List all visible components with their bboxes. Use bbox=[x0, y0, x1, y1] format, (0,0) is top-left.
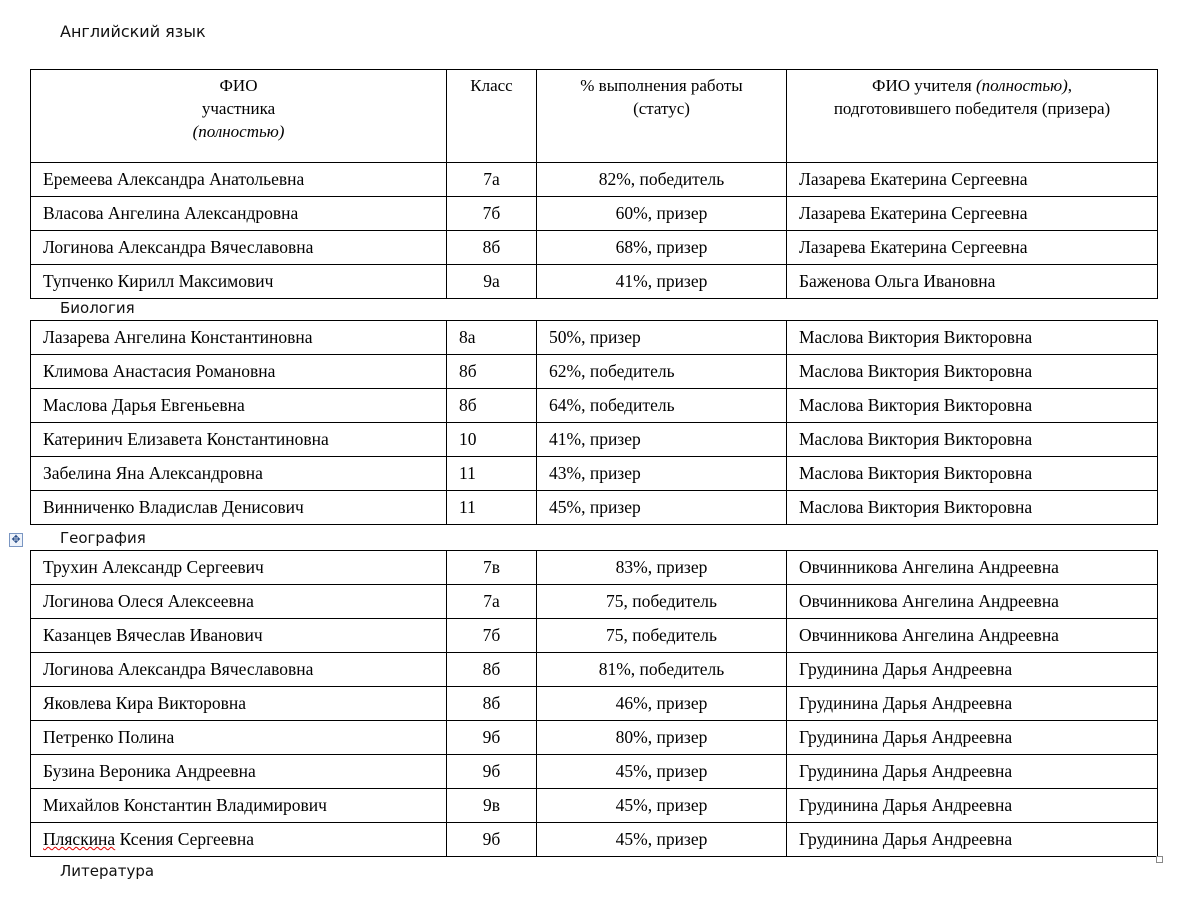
geography-results-table bbox=[30, 550, 1158, 857]
section-title-english: Английский язык bbox=[60, 22, 206, 41]
table-row bbox=[31, 321, 1158, 355]
cell-teacher: Грудинина Дарья Андреевна bbox=[787, 823, 1158, 857]
header-name-line2: участника bbox=[201, 99, 276, 118]
table-header-row bbox=[31, 70, 1158, 163]
cell-result: 83%, призер bbox=[537, 551, 787, 585]
table-row bbox=[31, 355, 1158, 389]
cell-class: 11 bbox=[447, 457, 537, 491]
header-class bbox=[447, 70, 537, 163]
cell-name: Трухин Александр Сергеевич bbox=[31, 551, 447, 585]
table-row bbox=[31, 423, 1158, 457]
table-row bbox=[31, 231, 1158, 265]
english-results-table bbox=[30, 69, 1158, 299]
cell-class: 7б bbox=[447, 197, 537, 231]
cell-name: Забелина Яна Александровна bbox=[31, 457, 447, 491]
cell-teacher: Лазарева Екатерина Сергеевна bbox=[787, 197, 1158, 231]
cell-name: Логинова Олеся Алексеевна bbox=[31, 585, 447, 619]
cell-name-rest: Ксения Сергеевна bbox=[115, 829, 254, 849]
table-row bbox=[31, 653, 1158, 687]
cell-result: 75, победитель bbox=[537, 585, 787, 619]
cell-class: 11 bbox=[447, 491, 537, 525]
cell-teacher: Грудинина Дарья Андреевна bbox=[787, 721, 1158, 755]
cell-result: 81%, победитель bbox=[537, 653, 787, 687]
cell-name: Тупченко Кирилл Максимович bbox=[31, 265, 447, 299]
cell-result: 41%, призер bbox=[537, 265, 787, 299]
cell-class: 9б bbox=[447, 823, 537, 857]
section-title-biology: Биология bbox=[60, 299, 135, 317]
cell-class: 7в bbox=[447, 551, 537, 585]
table-row bbox=[31, 789, 1158, 823]
cell-name: Климова Анастасия Романовна bbox=[31, 355, 447, 389]
cell-class: 9а bbox=[447, 265, 537, 299]
cell-name: Михайлов Константин Владимирович bbox=[31, 789, 447, 823]
cell-class: 8б bbox=[447, 653, 537, 687]
cell-class: 8б bbox=[447, 355, 537, 389]
biology-results-table bbox=[30, 320, 1158, 525]
cell-result: 62%, победитель bbox=[537, 355, 787, 389]
cell-teacher: Грудинина Дарья Андреевна bbox=[787, 687, 1158, 721]
cell-teacher: Овчинникова Ангелина Андреевна bbox=[787, 619, 1158, 653]
cell-result: 68%, призер bbox=[537, 231, 787, 265]
cell-teacher: Маслова Виктория Викторовна bbox=[787, 355, 1158, 389]
cell-class: 8б bbox=[447, 687, 537, 721]
table-row bbox=[31, 687, 1158, 721]
section-title-geography: География bbox=[60, 529, 146, 547]
cell-name bbox=[31, 823, 447, 857]
cell-teacher: Овчинникова Ангелина Андреевна bbox=[787, 551, 1158, 585]
header-teacher-italic: (полностью) bbox=[975, 76, 1068, 95]
cell-teacher: Овчинникова Ангелина Андреевна bbox=[787, 585, 1158, 619]
cell-result: 46%, призер bbox=[537, 687, 787, 721]
cell-name-misspelled: Пляскина bbox=[43, 829, 116, 849]
header-class-label: Класс bbox=[470, 76, 513, 95]
cell-teacher: Грудинина Дарья Андреевна bbox=[787, 755, 1158, 789]
cell-name: Катеринич Елизавета Константиновна bbox=[31, 423, 447, 457]
cell-result: 64%, победитель bbox=[537, 389, 787, 423]
table-row bbox=[31, 457, 1158, 491]
table-row bbox=[31, 721, 1158, 755]
cell-result: 43%, призер bbox=[537, 457, 787, 491]
table-row bbox=[31, 823, 1158, 857]
table-row bbox=[31, 389, 1158, 423]
cell-teacher: Маслова Виктория Викторовна bbox=[787, 389, 1158, 423]
header-percent bbox=[537, 70, 787, 163]
cell-result: 80%, призер bbox=[537, 721, 787, 755]
table-row bbox=[31, 619, 1158, 653]
cell-teacher: Маслова Виктория Викторовна bbox=[787, 321, 1158, 355]
cell-class: 9в bbox=[447, 789, 537, 823]
table-row bbox=[31, 585, 1158, 619]
cell-class: 9б bbox=[447, 721, 537, 755]
cell-teacher: Лазарева Екатерина Сергеевна bbox=[787, 231, 1158, 265]
cell-teacher: Грудинина Дарья Андреевна bbox=[787, 789, 1158, 823]
cell-class: 10 bbox=[447, 423, 537, 457]
table-row bbox=[31, 755, 1158, 789]
cell-name: Лазарева Ангелина Константиновна bbox=[31, 321, 447, 355]
table-move-handle-icon[interactable]: ✥ bbox=[9, 533, 23, 547]
cell-class: 9б bbox=[447, 755, 537, 789]
header-percent-line1: % выполнения работы bbox=[580, 76, 743, 95]
header-name-line1: ФИО bbox=[219, 76, 258, 95]
cell-name: Власова Ангелина Александровна bbox=[31, 197, 447, 231]
header-teacher-line1 bbox=[799, 74, 1145, 97]
cell-teacher: Маслова Виктория Викторовна bbox=[787, 423, 1158, 457]
cell-name: Еремеева Александра Анатольевна bbox=[31, 163, 447, 197]
cell-name: Казанцев Вячеслав Иванович bbox=[31, 619, 447, 653]
header-teacher-comma: , bbox=[1067, 76, 1072, 95]
cell-name: Логинова Александра Вячеславовна bbox=[31, 653, 447, 687]
cell-class: 8б bbox=[447, 231, 537, 265]
header-teacher-line2: подготовившего победителя (призера) bbox=[833, 99, 1111, 118]
cell-teacher: Маслова Виктория Викторовна bbox=[787, 491, 1158, 525]
header-name-line3: (полностью) bbox=[192, 122, 285, 141]
cell-teacher: Маслова Виктория Викторовна bbox=[787, 457, 1158, 491]
cell-teacher: Грудинина Дарья Андреевна bbox=[787, 653, 1158, 687]
cell-class: 8а bbox=[447, 321, 537, 355]
cell-result: 45%, призер bbox=[537, 491, 787, 525]
cell-name: Петренко Полина bbox=[31, 721, 447, 755]
table-row bbox=[31, 265, 1158, 299]
cell-result: 75, победитель bbox=[537, 619, 787, 653]
cell-result: 45%, призер bbox=[537, 823, 787, 857]
header-teacher-text: ФИО учителя bbox=[872, 76, 976, 95]
cell-name: Яковлева Кира Викторовна bbox=[31, 687, 447, 721]
cell-result: 50%, призер bbox=[537, 321, 787, 355]
cell-class: 7б bbox=[447, 619, 537, 653]
cell-class: 7а bbox=[447, 163, 537, 197]
cell-result: 45%, призер bbox=[537, 755, 787, 789]
header-teacher bbox=[787, 70, 1158, 163]
cell-class: 8б bbox=[447, 389, 537, 423]
header-name bbox=[31, 70, 447, 163]
table-resize-handle-icon[interactable] bbox=[1156, 856, 1163, 863]
cell-result: 60%, призер bbox=[537, 197, 787, 231]
header-percent-line2: (статус) bbox=[633, 99, 690, 118]
table-row bbox=[31, 551, 1158, 585]
cell-class: 7а bbox=[447, 585, 537, 619]
table-row bbox=[31, 491, 1158, 525]
cell-name: Винниченко Владислав Денисович bbox=[31, 491, 447, 525]
cell-result: 45%, призер bbox=[537, 789, 787, 823]
cell-teacher: Лазарева Екатерина Сергеевна bbox=[787, 163, 1158, 197]
table-row bbox=[31, 163, 1158, 197]
table-row bbox=[31, 197, 1158, 231]
cell-name: Бузина Вероника Андреевна bbox=[31, 755, 447, 789]
cell-name: Логинова Александра Вячеславовна bbox=[31, 231, 447, 265]
cell-result: 82%, победитель bbox=[537, 163, 787, 197]
cell-result: 41%, призер bbox=[537, 423, 787, 457]
cell-name: Маслова Дарья Евгеньевна bbox=[31, 389, 447, 423]
cell-teacher: Баженова Ольга Ивановна bbox=[787, 265, 1158, 299]
section-title-literature: Литература bbox=[60, 862, 155, 880]
